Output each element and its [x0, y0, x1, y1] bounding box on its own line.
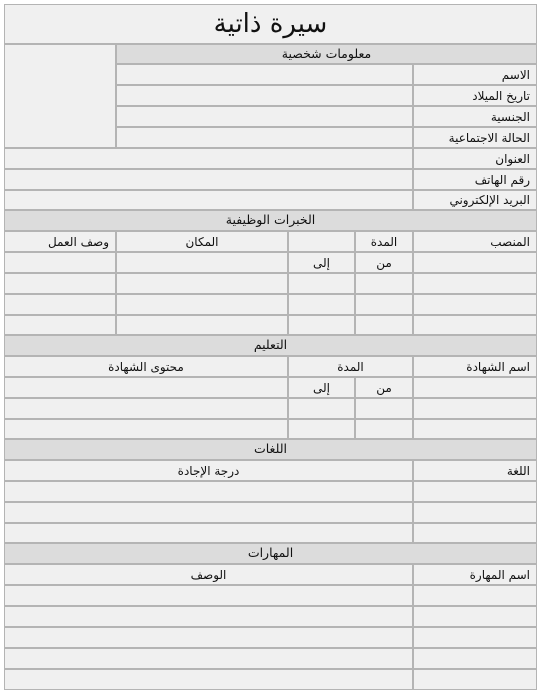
edu-cell-degree[interactable]	[413, 419, 537, 439]
skill-cell-name[interactable]	[413, 606, 537, 627]
exp-cell-position[interactable]	[413, 315, 537, 335]
input-nationality[interactable]	[116, 106, 413, 127]
exp-cell-place[interactable]	[116, 294, 288, 315]
col-degree-content: محتوى الشهادة	[4, 356, 288, 377]
exp-cell-description[interactable]	[4, 315, 116, 335]
lang-cell-proficiency[interactable]	[4, 481, 413, 502]
edu-cell-from[interactable]	[355, 398, 413, 419]
skill-cell-description[interactable]	[4, 648, 413, 669]
col-place: المكان	[116, 231, 288, 252]
input-phone[interactable]	[4, 169, 413, 190]
languages-header: اللغات	[4, 439, 537, 460]
exp-cell-from[interactable]	[355, 294, 413, 315]
edu-cell-from[interactable]	[355, 419, 413, 439]
exp-cell-position[interactable]	[413, 252, 537, 273]
edu-cell-to[interactable]	[288, 419, 355, 439]
education-header: التعليم	[4, 335, 537, 356]
exp-cell-position[interactable]	[413, 294, 537, 315]
lang-cell-language[interactable]	[413, 481, 537, 502]
skill-cell-name[interactable]	[413, 648, 537, 669]
col-duration-text: المدة	[355, 231, 413, 252]
edu-cell-content[interactable]	[4, 377, 288, 398]
edu-cell-content[interactable]	[4, 398, 288, 419]
exp-from-label: من	[355, 252, 413, 273]
cv-form	[4, 4, 537, 690]
col-degree-name: اسم الشهادة	[413, 356, 537, 377]
col-edu-duration: المدة	[288, 356, 413, 377]
label-nationality: الجنسية	[413, 106, 537, 127]
exp-cell-place[interactable]	[116, 315, 288, 335]
experience-header: الخبرات الوظيفية	[4, 210, 537, 231]
lang-cell-language[interactable]	[413, 502, 537, 523]
page-title: سيرة ذاتية	[4, 4, 537, 44]
label-name: الاسم	[413, 64, 537, 85]
exp-cell-to[interactable]	[288, 315, 355, 335]
lang-cell-proficiency[interactable]	[4, 523, 413, 543]
skill-cell-description[interactable]	[4, 627, 413, 648]
skill-cell-name[interactable]	[413, 669, 537, 690]
input-birth-date[interactable]	[116, 85, 413, 106]
edu-from-label: من	[355, 377, 413, 398]
col-language: اللغة	[413, 460, 537, 481]
edu-cell-degree[interactable]	[413, 377, 537, 398]
skill-cell-description[interactable]	[4, 606, 413, 627]
exp-cell-place[interactable]	[116, 273, 288, 294]
skill-cell-description[interactable]	[4, 585, 413, 606]
edu-cell-content[interactable]	[4, 419, 288, 439]
label-birth-date: تاريخ الميلاد	[413, 85, 537, 106]
col-skill-name: اسم المهارة	[413, 564, 537, 585]
label-email: البريد الإلكتروني	[413, 190, 537, 210]
personal-info-header: معلومات شخصية	[116, 44, 537, 64]
label-address: العنوان	[413, 148, 537, 169]
skill-cell-name[interactable]	[413, 627, 537, 648]
input-address[interactable]	[4, 148, 413, 169]
col-position: المنصب	[413, 231, 537, 252]
col-skill-description: الوصف	[4, 564, 413, 585]
edu-cell-degree[interactable]	[413, 398, 537, 419]
photo-box	[4, 44, 116, 148]
label-phone: رقم الهاتف	[413, 169, 537, 190]
exp-cell-description[interactable]	[4, 294, 116, 315]
skill-cell-description[interactable]	[4, 669, 413, 690]
exp-cell-to[interactable]	[288, 273, 355, 294]
edu-to-label: إلى	[288, 377, 355, 398]
skills-header: المهارات	[4, 543, 537, 564]
lang-cell-language[interactable]	[413, 523, 537, 543]
input-marital-status[interactable]	[116, 127, 413, 148]
exp-cell-description[interactable]	[4, 252, 116, 273]
exp-cell-to[interactable]	[288, 294, 355, 315]
col-duration-blank	[288, 231, 355, 252]
exp-to-label: إلى	[288, 252, 355, 273]
col-proficiency: درجة الإجادة	[4, 460, 413, 481]
col-job-description: وصف العمل	[4, 231, 116, 252]
exp-cell-position[interactable]	[413, 273, 537, 294]
exp-cell-from[interactable]	[355, 273, 413, 294]
label-marital-status: الحالة الاجتماعية	[413, 127, 537, 148]
input-name[interactable]	[116, 64, 413, 85]
skill-cell-name[interactable]	[413, 585, 537, 606]
lang-cell-proficiency[interactable]	[4, 502, 413, 523]
edu-cell-to[interactable]	[288, 398, 355, 419]
input-email[interactable]	[4, 190, 413, 210]
exp-cell-place[interactable]	[116, 252, 288, 273]
exp-cell-from[interactable]	[355, 315, 413, 335]
exp-cell-description[interactable]	[4, 273, 116, 294]
